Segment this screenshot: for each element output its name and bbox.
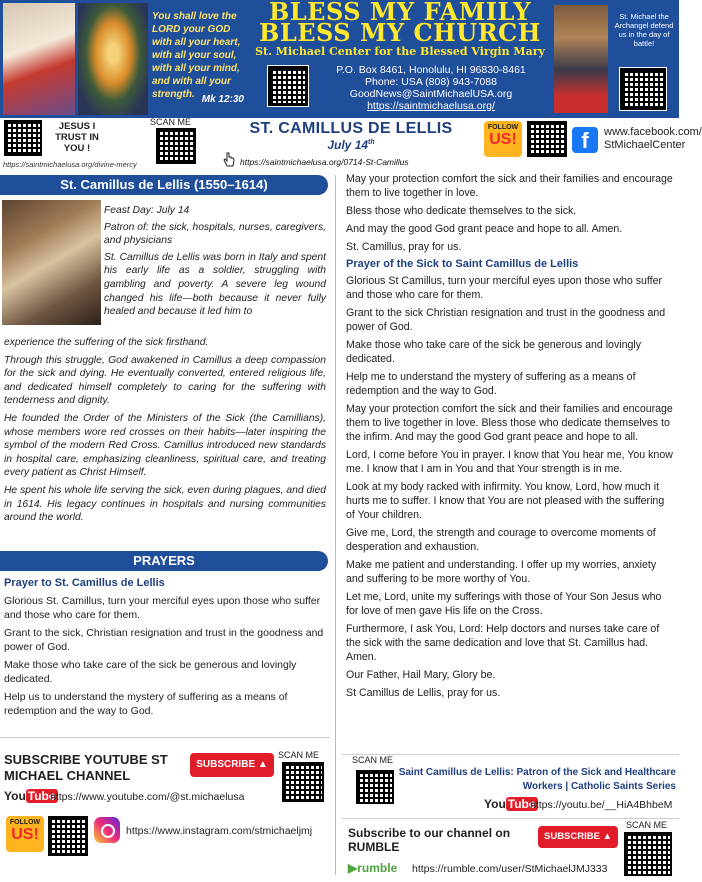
prayer-line: Look at my body racked with infirmity. You know, Lord, how much it hurts me to suffer. I know that You are not pleased with the suffering of Your children. [346, 480, 665, 522]
feast-date-text: July 14 [327, 138, 369, 152]
st-michael-caption: St. Michael the Archangel defend us in the day of battle! [614, 12, 674, 48]
scan-me-label: SCAN ME [150, 117, 192, 127]
follow-small-text: FOLLOW [487, 124, 519, 131]
st-michael-image [554, 5, 608, 113]
rumble-logo-text: rumble [357, 861, 398, 875]
feast-date-suffix: th [368, 139, 375, 146]
st-camillus-painting [2, 200, 101, 325]
header-title-line2: BLESS MY CHURCH [259, 18, 541, 47]
header-website-link[interactable]: https://saintmichaelusa.org/ [367, 100, 495, 112]
bell-icon: ▲ [602, 831, 612, 842]
prayer-line: Lord, I come before You in prayer. I know that You hear me, You know me. I know that I am in You and that Your strength is in me. [346, 448, 673, 475]
bio-bottom-text [4, 336, 326, 529]
youtube-subscribe-button[interactable] [190, 753, 274, 777]
header-qr-code[interactable] [268, 66, 308, 106]
instagram-icon[interactable] [94, 817, 120, 843]
left-footer-divider [0, 737, 330, 738]
prayer-line: Make those who take care of the sick be generous and lovingly dedicated. [346, 338, 642, 365]
prayer-line: Our Father, Hail Mary, Glory be. [346, 669, 496, 682]
subscribe-button-label: SUBSCRIBE [544, 831, 600, 842]
prayer-line: Make me patient and understanding. I offer up my worries, anxiety and suffering to be more worthy of You. [346, 559, 657, 586]
header-address: P.O. Box 8461, Honolulu, HI 96830-8461 [336, 64, 526, 76]
prayer-line: Glorious St Camillus, turn your merciful eyes upon those who suffer and those who care for them. [346, 274, 662, 301]
prayer-line: Help me to understand the mystery of suffering as a means of redemption and the way to God. [346, 370, 636, 397]
bell-icon: ▲ [257, 759, 268, 770]
divine-mercy-qr-code[interactable] [4, 120, 42, 156]
header-email[interactable]: GoodNews@SaintMichaelUSA.org [349, 88, 513, 100]
instagram-url[interactable]: https://www.instagram.com/stmichaeljmj [126, 825, 313, 837]
feast-date [220, 138, 482, 152]
facebook-icon[interactable]: f [572, 127, 598, 153]
guadalupe-image [78, 3, 148, 115]
youtube-logo-tube: Tube [507, 797, 536, 811]
page-url-link[interactable]: https://saintmichaelusa.org/0714-St-Camillus [240, 157, 409, 167]
jesus-trust-text: JESUS I TRUST IN YOU ! [55, 121, 99, 154]
follow-us-logo [6, 816, 44, 852]
divine-mercy-image [3, 3, 75, 115]
youtube-logo-you: You [484, 797, 506, 811]
bio-paragraph-1-cont: experience the suffering of the sick firsthand. [4, 337, 209, 348]
scan-me-label: SCAN ME [626, 820, 668, 830]
prayer-line: Grant to the sick Christian resignation and trust in the goodness and power of God. [346, 306, 666, 333]
prayer-line: Help us to understand the mystery of suffering as a means of redemption and the way to God. [4, 691, 288, 717]
column-divider [335, 175, 336, 875]
right-prayer-column [346, 172, 674, 704]
rumble-divider [342, 818, 679, 819]
rumble-url[interactable]: https://rumble.com/user/StMichaelJMJ333 [412, 863, 608, 875]
header-phone: Phone: USA (808) 943-7088 [365, 76, 497, 88]
scan-me-label: SCAN ME [352, 755, 394, 765]
prayer-line: Give me, Lord, the strength and courage to overcome moments of desperation and exhaustion. [346, 527, 656, 554]
instagram-qr-code[interactable] [48, 816, 88, 856]
prayer-line: Bless those who dedicate themselves to the sick. [346, 205, 577, 217]
prayer-line: Grant to the sick, Christian resignation and trust in the goodness and power of God. [4, 627, 324, 653]
prayer-line: May your protection comfort the sick and their families and encourage them to live together in love. [346, 173, 673, 200]
bio-paragraph-4: He spent his whole life serving the sick, even during plagues, and died in 1614. His legacy continues in hospitals and nursing communities around the world. [4, 484, 326, 524]
follow-big-text: US! [11, 826, 39, 843]
video-qr-code[interactable] [356, 770, 394, 804]
bio-paragraph-1: St. Camillus de Lellis was born in Italy and spent his early life as a soldier, struggling with gambling and poverty. A severe leg wound changed his life—both because it never fully healed and because it led him to [104, 251, 326, 318]
video-url[interactable]: https://youtu.be/__HiA4BhbeM [530, 799, 673, 811]
page-qr-code[interactable] [156, 128, 196, 164]
prayer-line: Make those who take care of the sick be generous and lovingly dedicated. [4, 659, 297, 685]
rumble-qr-code[interactable] [624, 832, 672, 876]
patron-line: Patron of: the sick, hospitals, nurses, caregivers, and physicians [104, 221, 326, 247]
prayer-line: Glorious St. Camillus, turn your merciful eyes upon those who suffer and those who care for them. [4, 595, 321, 621]
prayer-line: And may the good God grant peace and hope to all. Amen. [346, 222, 623, 235]
prayer-line: May your protection comfort the sick and their families and encourage them to live together in love. Bless those who dedicate themselves to the infirm. And may the good God grant peace and hope to all. [346, 402, 673, 443]
subscribe-rumble-text: Subscribe to our channel on RUMBLE [348, 826, 511, 854]
youtube-logo-you: You [4, 789, 26, 803]
facebook-qr-code[interactable] [527, 121, 567, 157]
prayer-left-title: Prayer to St. Camillus de Lellis [4, 577, 165, 589]
youtube-logo-tube: Tube [27, 789, 56, 803]
header-verse: You shall love the LORD your GOD with all your heart, with all your soul, with all your mind, and with all your strength. [152, 11, 241, 100]
video-title: Saint Camillus de Lellis: Patron of the Sick and Healthcare Workers | Catholic Saints Series [398, 767, 676, 792]
subscribe-youtube-text: SUBSCRIBE YOUTUBE ST MICHAEL CHANNEL [4, 752, 168, 783]
feast-day-line: Feast Day: July 14 [104, 205, 190, 216]
prayers-section-header: PRAYERS [0, 551, 328, 571]
header-subtitle: St. Michael Center for the Blessed Virgin Mary [255, 45, 545, 58]
youtube-qr-code[interactable] [282, 762, 324, 802]
bio-section-header: St. Camillus de Lellis (1550–1614) [0, 175, 328, 195]
page-title: ST. CAMILLUS DE LELLIS [249, 120, 453, 137]
follow-small-text: FOLLOW [9, 819, 41, 826]
rumble-play-icon: ▶ [348, 861, 358, 875]
st-michael-qr-code[interactable] [620, 68, 666, 110]
pointing-hand-icon [222, 152, 236, 168]
prayer-right-title: Prayer of the Sick to Saint Camillus de Lellis [346, 258, 579, 271]
scan-me-label: SCAN ME [278, 750, 320, 760]
header-verse-ref: Mk 12:30 [201, 94, 244, 105]
prayer-line: St. Camillus, pray for us. [346, 240, 462, 253]
subscribe-button-label: SUBSCRIBE [196, 759, 256, 770]
prayer-line: St Camillus de Lellis, pray for us. [346, 687, 501, 699]
prayer-line: Furthermore, I ask You, Lord: Help doctors and nurses take care of the sick with the same dedication and love that St. Camillus had. Amen. [346, 623, 660, 664]
bio-paragraph-3: He founded the Order of the Ministers of the Sick (the Camillians), whose members wore red crosses on their habits—later inspiring the symbol of the modern Red Cross. Camillus introduced new standards in hospital care, emphasizing cleanliness, spiritual care, and treating every patient as Christ Himself. [4, 412, 326, 479]
rumble-subscribe-button[interactable] [538, 826, 618, 848]
divine-mercy-url[interactable]: https://saintmichaelusa.org/divine-mercy [3, 160, 137, 169]
bio-paragraph-2: Through this struggle, God awakened in Camillus a deep compassion for the sick and dying. He eventually converted, entered religious life, and dedicated himself completely to caring for the suffering with tenderness and dignity. [4, 354, 326, 407]
prayer-left-text [4, 594, 328, 722]
rumble-logo [348, 861, 397, 875]
header-title-line1: BLESS MY FAMILY [268, 0, 532, 26]
prayer-line: Let me, Lord, unite my sufferings with those of Your Son Jesus who for love of men gave His life on the Cross. [346, 591, 662, 618]
youtube-channel-url[interactable]: https://www.youtube.com/@st.michaelusa [50, 791, 245, 803]
follow-big-text: US! [489, 131, 517, 148]
facebook-url[interactable]: www.facebook.com/ StMichaelCenter [604, 126, 702, 151]
bio-top-text [104, 204, 326, 322]
header-banner [0, 0, 679, 118]
follow-us-logo [484, 121, 522, 157]
header-contact [312, 64, 550, 112]
